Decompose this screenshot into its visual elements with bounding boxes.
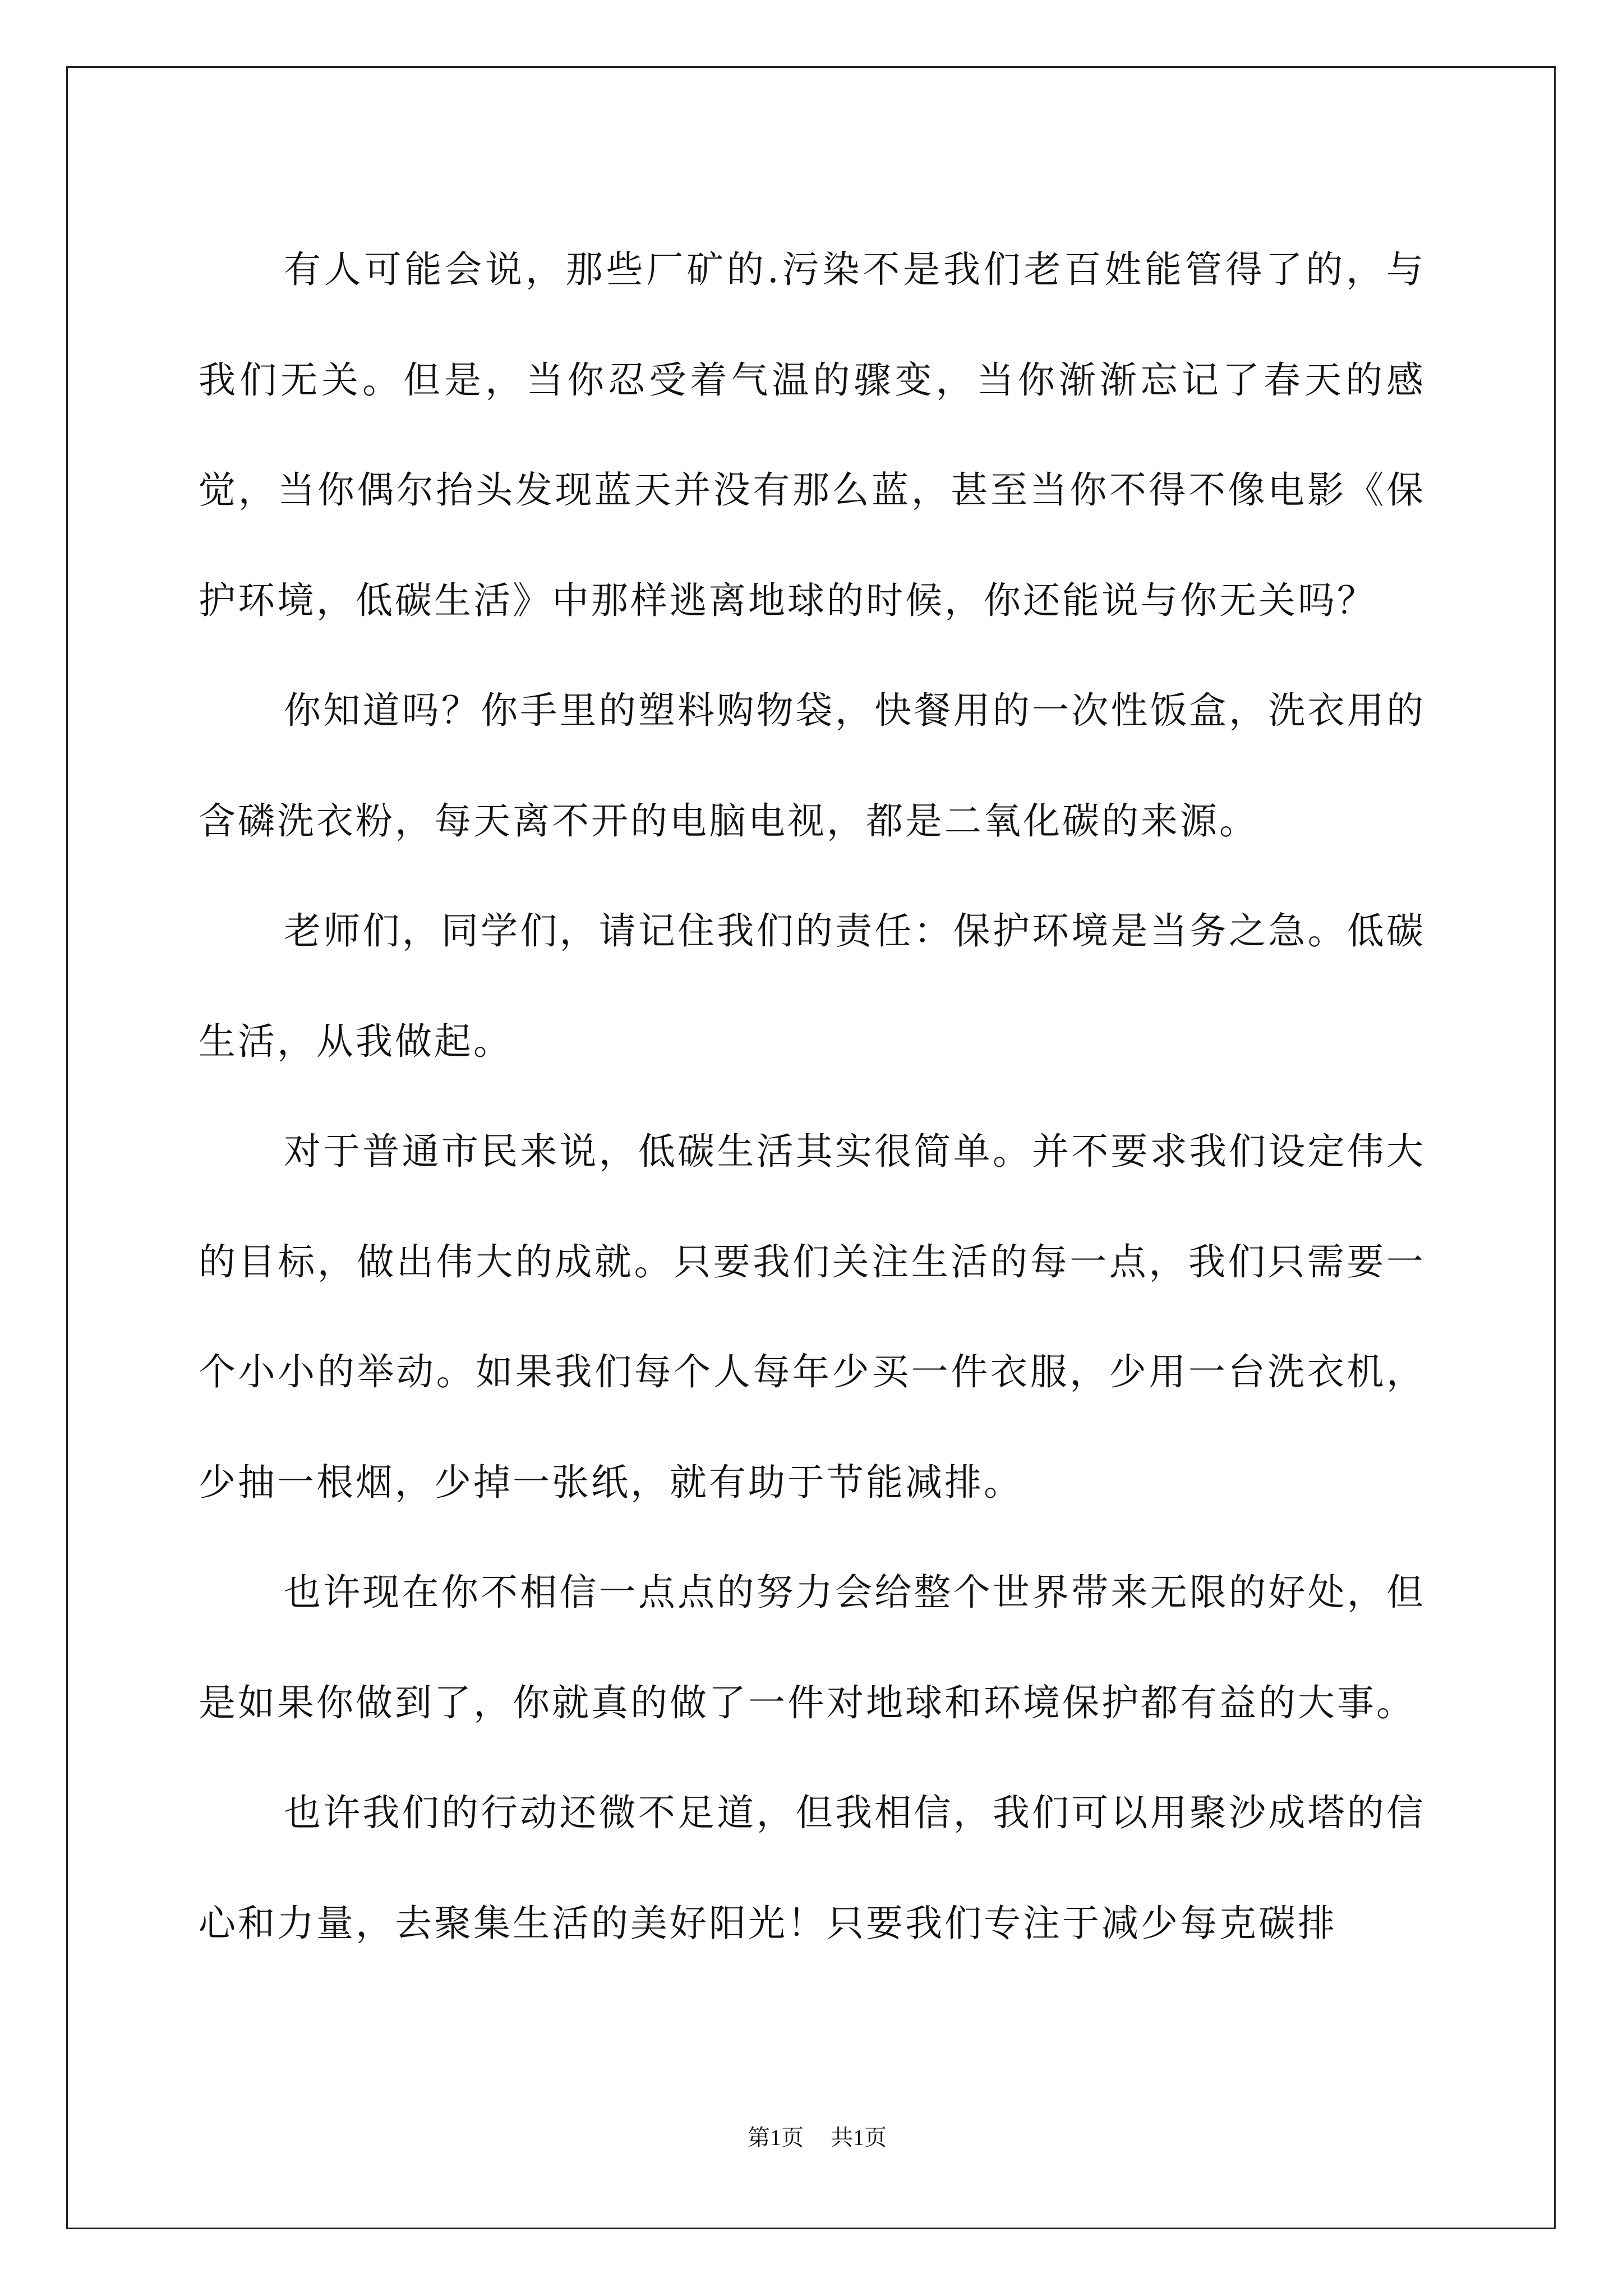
paragraph: 你知道吗？你手里的塑料购物袋，快餐用的一次性饭盒，洗衣用的含磷洗衣粉，每天离不开的电脑电视，都是二氧化碳的来源。 bbox=[199, 689, 1426, 843]
paragraph: 老师们，同学们，请记住我们的责任：保护环境是当务之急。低碳生活，从我做起。 bbox=[199, 909, 1426, 1063]
paragraph: 也许现在你不相信一点点的努力会给整个世界带来无限的好处，但是如果你做到了，你就真的做了一件对地球和环境保护都有益的大事。 bbox=[199, 1571, 1426, 1724]
paragraph: 也许我们的行动还微不足道，但我相信，我们可以用聚沙成塔的信心和力量，去聚集生活的美好阳光！只要我们专注于减少每克碳排 bbox=[199, 1791, 1426, 1945]
page-number: 第1页 bbox=[748, 2125, 804, 2150]
page-total: 共1页 bbox=[831, 2125, 887, 2150]
page-footer bbox=[0, 2093, 1623, 2152]
paragraph: 对于普通市民来说，低碳生活其实很简单。并不要求我们设定伟大的目标，做出伟大的成就。只要我们关注生活的每一点，我们只需要一个小小的举动。如果我们每个人每年少买一件衣服，少用一台洗衣机，少抽一根烟，少掉一张纸，就有助于节能减排。 bbox=[199, 1130, 1426, 1504]
paragraph: 有人可能会说，那些厂矿的.污染不是我们老百姓能管得了的，与我们无关。但是，当你忍受着气温的骤变，当你渐渐忘记了春天的感觉，当你偶尔抬头发现蓝天并没有那么蓝，甚至当你不得不像电影《保护环境，低碳生活》中那样逃离地球的时候，你还能说与你无关吗？ bbox=[199, 248, 1426, 622]
document-body bbox=[199, 215, 1426, 1978]
